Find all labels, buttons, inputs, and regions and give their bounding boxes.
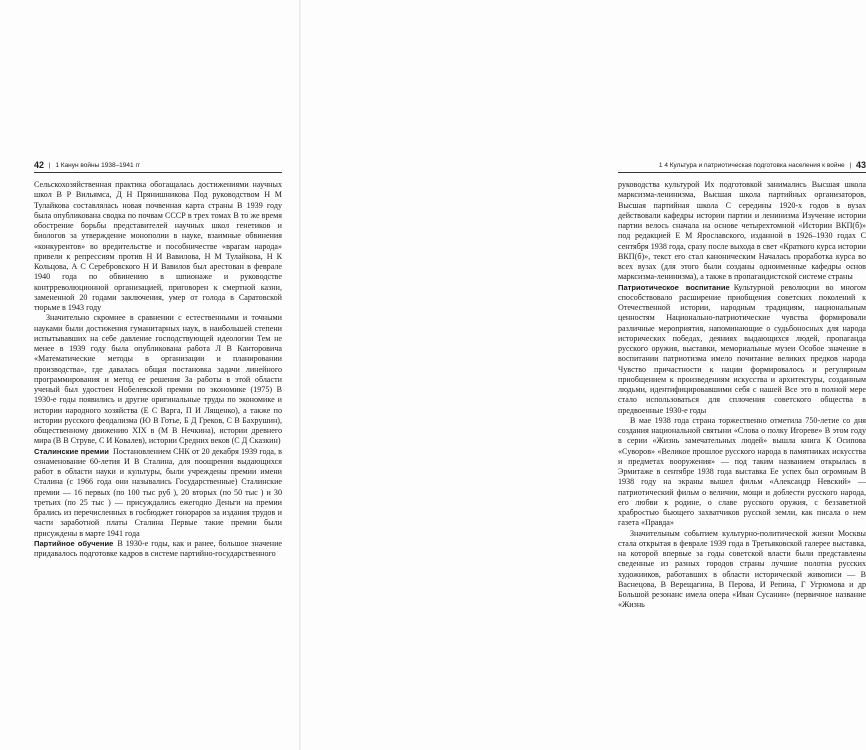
paragraph: Сельскохозяйственная практика обогащалась достижениями научных школ В Р Вильямса, Д Н Прянишникова Под руководством Н М Тулайкова составлялась новая почвенная карта страны В 1939 году была опубликована сводка по почвам СССР в трех томах В то же время обострение борьбы представителей научных школ генетиков и биологов за утверждение монополии в науке, взаимные обвинения «конкурентов» во вредительстве и пособничестве «врагам народа» привели к репрессиям против Н И Вавилова, Н М Тулайкова, Н К Кольцова, А С Серебровского Н И Вавилов был арестован в феврале 1940 года по обвинению в шпионаже и руководстве контрреволюционной организацией, приговорен к смертной казни, замененной 20 годами заключения, умер от голода в Саратовской тюрьме в 1943 году [34,180,282,312]
right-section-title: Культура и патриотическая подготовка населения к войне [669,162,845,169]
left-section-number: 1 [55,162,59,169]
right-header-rule [618,172,866,173]
left-running-head [34,160,282,170]
paragraph: Значительно скромнее в сравнении с естественными и точными науками были достижения гуманитарных наук, в наибольшей степени испытывавших на себе давление господствующей идеологии Тем не менее в 1939 году была опубликована работа Л В Канторовича «Математические методы в организации и планировании производства», где давалась общая постановка задачи линейного программирования и метод ее решения За работы в этой области ученый был удостоен Нобелевской премии по экономике (1975) В 1930-е годы появились и другие оригинальные труды по экономике и истории народного хозяйства (Е С Варга, П И Лященко), а также по истории русского феодализма (Ю В Готье, Б Д Греков, С В Бахрушин), общественному движению XIX в (М В Нечкина), истории древнего мира (В В Струве, С И Ковалев), истории Средних веков (С Д Сказкин) [34,313,282,446]
subsection [34,539,282,560]
running-head-divider: | [849,162,852,169]
subsection-heading: Патриотическое воспитание [618,282,730,292]
subsection-text: Постановлением СНК от 20 декабря 1939 года, в ознаменование 60-летия И В Сталина, для поощрения выдающихся работ в области науки и культуры, были учреждены премии имени Сталина (с 1966 года они назывались Государственные) Сталинские премии — 16 первых (по 100 тыс руб ), 20 вторых (по 50 тыс ) и 30 третьих (по 25 тыс ) — присуждались ежегодно Деньги на премии брались из перечисленных в госбюджет гонораров за издания трудов и части заработной платы Сталина Первые такие премии были присуждены в марте 1941 года [34,446,282,538]
paragraph: руководства культурой Их подготовкой занимались Высшая школа марксизма-ленинизма, Высшая школа партийных организаторов, Высшая партийная школа С середины 1920-х годов в вузах действовали кафедры истории партии и ленинизма Изучение истории партии велось сначала на основе четырехтомной «Истории ВКП(б)» под редакцией Е М Ярославского, изданной в 1926–1930 годах С сентября 1938 года, сразу после выхода в свет «Краткого курса истории ВКП(б)», текст его стал каноническим Началась проработка курса во всех вузах (для этого были созданы одноименные кафедры основ марксизма-ленинизма), а также в пропагандистской системе страны [618,180,866,282]
left-section-title: Канун войны 1938–1941 гг [60,162,141,169]
right-page-number: 43 [855,160,866,170]
subsection-heading: Сталинские премии [34,446,109,456]
subsection [34,447,282,539]
subsection [618,283,866,416]
left-page-number: 42 [34,160,45,170]
right-page [300,0,866,750]
running-head-divider: | [48,162,51,169]
paragraph: В мае 1938 года страна торжественно отметила 750-летие со дня создания национальной святыни «Слова о полку Игореве» В этом году в серии «Жизнь замечательных людей» вышла книга К Осипова «Суворов» «Великое прошлое русского народа в памятниках искусства и предметах вооружения» — под таким названием открылась в Эрмитаже в сентябре 1938 года выставка Ее успех был огромным В 1938 году на экраны вышел фильм «Александр Невский» — патриотический фильм о величии, мощи и доблести русского народа, его любви к родине, о славе русского оружия, с беззаветной храбростью бьющего захватчиков русской земли, как писала о нем газета «Правда» [618,415,866,528]
left-page [0,0,300,750]
left-header-rule [34,172,282,173]
right-running-head [618,160,866,170]
paragraph: Значительным событием культурно-политической жизни Москвы стала открытая в феврале 1939 года в Третьяковской галерее выставка, на которой впервые за годы советской власти были представлены сведенные из разных городов страны лучшие полотна русских художников, работавших в области исторической живописи — В Васнецова, В Верещагина, В Перова, И Репина, Г Угрюмова и др Большой резонанс имела опера «Иван Сусанин» (первичное название «Жизнь [618,528,866,610]
right-section-number: 1 4 [658,162,668,169]
subsection-text: В 1930-е годы, как и ранее, большое значение придавалось подготовке кадров в системе партийно-государственного [34,538,282,558]
right-body-text [618,180,866,611]
subsection-heading: Партийное обучение [34,538,114,548]
subsection-text: Культурной революции во многом способствовало расширение приобщения советских поколений к Отечественной истории, народным традициям, национальным ценностям Национально-патриотические чувства формировали различные мероприятия, напоминающие о судьбоносных для народа исторических победах, деяниях выдающихся людей, пропаганда русского оружия, выставки, мемориальные музеи Особое значение в воспитании патриотизма имело почитание великих предков народа Чувство причастности к нации формировалось и регулярным приобщением к произведениям искусства и архитектуры, созданным людьми, идентифицировавшими себя с нашей Все это в полной мере стало использоваться для сплочения советского общества в предвоенные 1930-е годы [618,282,866,415]
left-body-text [34,180,282,559]
